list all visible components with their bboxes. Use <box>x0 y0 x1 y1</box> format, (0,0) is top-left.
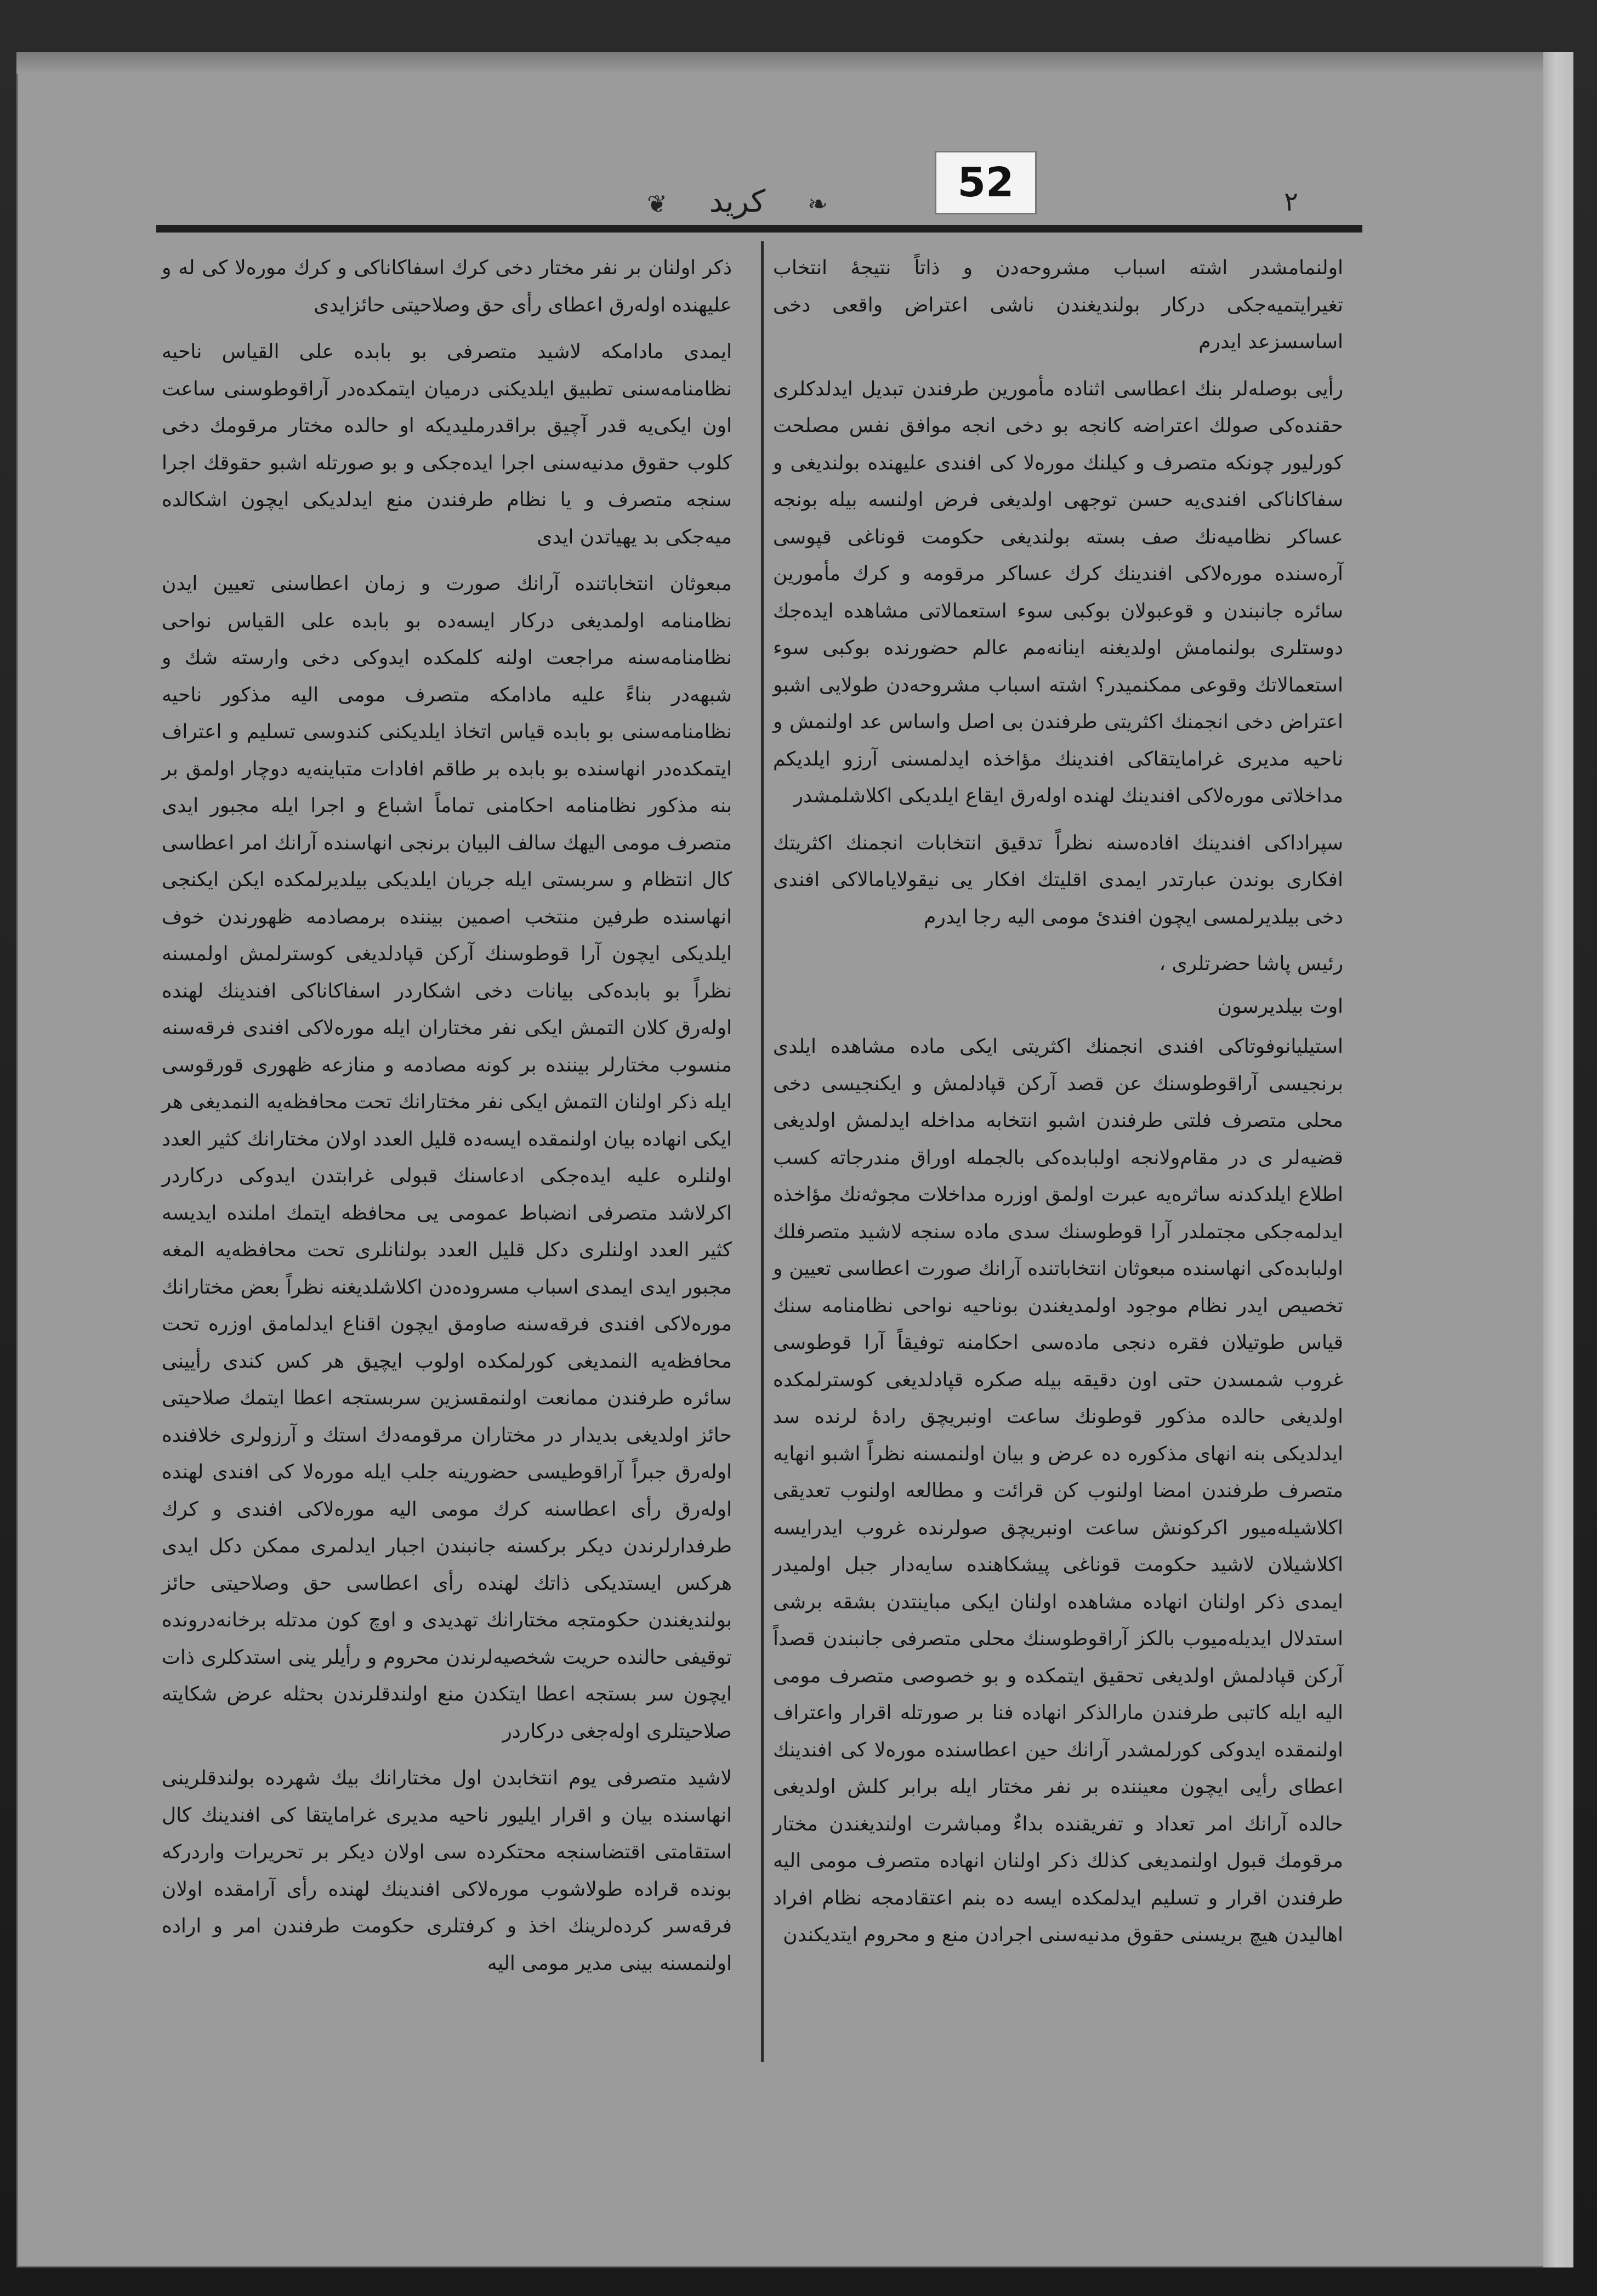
binding-tape <box>1543 52 1573 2267</box>
masthead <box>647 184 828 222</box>
page-number: ۲ <box>1284 186 1298 217</box>
paragraph: اولنمامشدر اشته اسباب مشروحه‌دن و ذاتاً نتیجهٔ انتخاب تغیرایتمیه‌جکی دركار بولندیغندن ناشی اعتراض واقعی دخی اساسسزعد ایدرم <box>773 257 1343 353</box>
ornament-left-icon: ❦ <box>647 190 667 218</box>
masthead-title: كريد <box>709 184 766 219</box>
column-divider <box>761 241 764 2062</box>
left-column <box>162 250 732 1992</box>
paragraph: مبعوثان انتخاباتنده آرانك صورت و زمان اعطاسنی تعیین ایدن نظامنامه اولمدیغی درکار ایسه‌ده بو بابده علی القیاس نواحی نظامنامه‌سنه مراجعت اولنه کلمکده ایدوکی دخی وارسته شك و شبهه‌در بناءً علیه مادامکه متصرف مومی الیه مذکور ناحیه نظامنامه‌سنی بو بابده قیاس اتخاذ ایلدیکنی کندوسی تسلیم و اعتراف ایتمکده‌در انهاسنده بو بابده بر طاقم افادات متباینه‌یه دوچار اولمق بر بنه مذکور نظامنامه احکامنی تماماً اشباع و اجرا ایله مجبور ایدی متصرف مومی الیهك سالف البیان برنجی انهاسنده آرانك امر اعطاسی کال انتظام و سربستی ایله جریان ایلدیکی بیلدیرلمکده ایکن ایکنجی انهاسنده طرفین منتخب اصمین بیننده برمصادمه ظهورندن خوف ایلدیکی ایچون آرا قوطوسنك آرکن قپادلدیغی کوسترلمش اولمسنه نظراً بو بابده‌کی بیانات دخی اشکاردر اسفاکاناکی افندینك لهنده اوله‌رق کلان التمش ایکی نفر مختاران ایله موره‌لاکی افندی فرقه‌سنه منسوب مختارلر بیننده بر کونه مصادمه و منازعه ظهوری قورقوسی ایله ذکر اولنان التمش ایکی نفر مختارانك تحت محافظه‌یه النمدیغی هر ایکی انهاده بیان اولنمقده ایسه‌ده قلیل العدد اولان مختارانك کثیر العدد اولنلره علیه ایده‌جکی ادعاسنك قبولی غرابتدن ایدوکی درکاردر اکرلاشد متصرفی انضباط عمومی یی محافظه ایتمك املنده ایدیسه کثیر العدد اولنلری دکل قلیل العدد بولنانلری تحت محافظه‌یه المغه مجبور ایدی ایمدی اسباب مسروده‌دن اکلاشلدیغنه نظراً بعض مختارانك موره‌لاکی افندی فرقه‌سنه صاومق ایچون اقناع ایدلمامق اوزره تحت محافظه‌یه النمدیغی کورلمکده اولوب ایچیق هر کس کندی رأیینی سائره طرفندن ممانعت اولنمقسزین سربستجه اعطا ایتمك صلاحیتی حائز اولدیغی بدیدار در مختاران مرقومه‌دك استك و آرزولری خلافنده اوله‌رق جبراً آراقوطیسی حضورینه جلب ایله موره‌لا کی افندی لهنده اوله‌رق رأی اعطاسنه کرك مومی الیه موره‌لاکی افندی و کرك طرفدارلرندن دیکر برکسنه جانبندن اجبار ایدلمری ممکن دکل ایدی هرکس ایستدیکی ذاتك لهنده رأی اعطاسی حق وصلاحیتی حائز بولندیغندن حکومتجه مختارانك تهدیدی و اوچ کون مدتله برخانه‌درونده توقیفی حالنده حریت شخصیه‌لرندن محروم و رأیلر ینی استدکلری ذات ایچون سر بستجه اعطا ایتکدن منع اولندقلرندن بحثله عرض شکایته صلاحیتلری اوله‌جغی درکاردر <box>162 572 732 1743</box>
paragraph: سپراداکی افندینك افاده‌سنه نظراً تدقیق انتخابات انجمنك اکثریتك افکاری بوندن عبارتدر ایمدی اقلیتك افکار یی نیقولایامالاکی افندی دخی بیلدیرلمسی ایچون افندی‌ٔ مومی الیه رجا ایدرم <box>773 831 1343 928</box>
paragraph: لاشید متصرفی یوم انتخابدن اول مختارانك بیك شهرده بولندقلرینی انهاسنده بیان و اقرار ایلیور ناحیه مدیری غرامایتقا کی افندینك کال استقامتی اقتضاسنجه محتکرده سی اولان دیکر بر تحریرات واردرکه بونده قراده طولاشوب موره‌لاکی افندینك لهنده رأی آرامقده اولان فرقه‌سر کرده‌لرینك اخذ و کرفتلری حکومت طرفندن امر و اراده اولنمسنه بینی مدیر مومی الیه <box>162 1767 732 1975</box>
header-rule <box>156 225 1362 233</box>
speaker-title: رئیس پاشا حضرتلری ، <box>1159 953 1343 975</box>
paragraph: استیلیانوفوتاکی افندی انجمنك اکثریتی ایکی ماده مشاهده ایلدی برنجیسی آراقوطوسنك عن قصد آرکن قپادلمش و ایکنجیسی دخی محلی متصرف فلتی طرفندن اشبو انتخابه مداخله ایدلمش اولدیغی قضیه‌لر ی در مقام‌ولانجه اولبابده‌کی بالجمله اوراق مندرجاته کسب اطلاع ایلدکدنه ساثره‌یه عبرت اولمق اوزره مداخلات مجوثه‌نك مؤاخذه ایدلمه‌جکی مجتملدر آرا قوطوسنك سدی ماده سنجه لاشید متصرفلك اولبابده‌کی انهاسنده مبعوثان انتخاباتنده آرانك صورت اعطاسی تعیین و تخصیص ایدر نظام موجود اولمدیغندن بوناحیه نواحی نظامنامه سنك قیاس طوتیلان فقره‌ دنجی ماده‌سی احکامنه توفیقاً آرا قوطوسی غروب شمسدن حتی اون دقیقه بیله صکره قپادلدیغی کوسترلمکده اولدیغی حالده مذکور قوطونك ساعت اونبریچق رادهٔ لرنده سد ایدلدیکی بنه انهای مذکوره ده عرض و بیان اولنمسنه نظراً اشبو انهایه متصرف طرفندن امضا اولنوب کن قرائت و مطالعه اولنوب تعدیقی اکلاشیله‌میور اکرکونش ساعت اونبریچق صولرنده غروب ایدرایسه اکلاشیلان لاشید حکومت قوناغی پیشکاهنده سایه‌دار جبل اولمیدر ایمدی ذکر اولنان انهاده مشاهده اولنان ایکی مباینتدن بشقه برشی استدلال ایدیله‌میوب بالکز آراقوطوسنك محلی متصرفی جانبندن قصداً آرکن قپادلمش اولدیغی تحقیق ایتمکده و بو خصوصی متصرف مومی الیه ایله کاتبی طرفندن مارالذکر انهاده فنا بر صورتله اقرار واعتراف اولنمقده ایدوکی کورلمشدر آرانك حین اعطاسنده موره‌لا کی افندینك اعطای رأیی ایچون معیننده بر نفر مختار ایله برابر کلش اولدیغی حالده آرانك امر تعداد و تفریقنده بداءٌ ومباشرت اولندیغندن مختار مرقومك قبول اولنمدیغی کذلك ذکر اولنان انهاده متصرف مومی الیه طرفندن اقرار و تسلیم ایدلمکده ایسه ده بنم اعتقادمجه نظام افراد اهالیدن هیچ بریسنی حقوق مدنیه‌سنی اجرادن منع و محروم ایتدیکندن <box>773 1035 1344 1946</box>
ornament-right-icon: ❧ <box>808 190 828 218</box>
page-number-tag: 52 <box>935 151 1037 214</box>
right-column <box>773 250 1343 1964</box>
speaker-reply: اوت بیلدیرسون <box>1217 995 1343 1018</box>
paragraph: رأیی بوصله‌لر بنك اعطاسی اثناده مأمورین طرفندن تبدیل ایدلدکلری حقنده‌کی صولك اعتراضه کانجه بو دخی انجه موافق نفس مصلحت کورلیور چونکه متصرف و کیلنك موره‌لا کی افندی علیهنده بولندیغی و سفاکاناکی افندی‌یه حسن توجهی اولدیغی فرض اولنسه بیله بونجه عساکر نظامیه‌نك صف بسته بولندیغی حکومت قوناغی قپوسی آره‌سنده موره‌لاکی افندینك کرك عساکر مرقومه و کرك مأمورین سائره جانبندن و قوعبولان بوکبی سوء استعمالاتی مشاهده ایده‌جك دوستلری بولنمامش اولدیغنه اینانه‌مم عالم حضورنده بوکبی سوء استعمالاتك وقوعی ممکنمیدر؟ اشته اسباب مشروحه‌دن طولایی اشبو اعتراض دخی انجمنك اکثریتی طرفندن بی اصل واساس عد اولنمش و ناحیه مدیری غرامایتقاکی افندینك مؤاخذه ایدلمسنی آرزو ایلدیکم مداخلاتی موره‌لاکی افندینك لهنده اوله‌رق ایقاع ایلدیکی اکلاشلمشدر <box>773 377 1343 807</box>
paragraph: ایمدی مادامکه لاشید متصرفی بو بابده علی القیاس ناحیه نظامنامه‌سنی تطبیق ایلدیکنی درمیان ایتمکده‌در آراقوطوسنی ساعت اون ایکی‌یه قدر آچیق براقدرملیدیکه او حالده مختار مرقومك دخی کلوب حقوق مدنیه‌سنی اجرا ایده‌جکی و بو صورتله اشبو حقوقك اجرا سنجه متصرف و یا نظام طرفندن منع ایدلدیکی ایچون اشکالده میه‌جکی بد یهیاتدن ایدی <box>162 341 732 548</box>
paragraph: ذکر اولنان بر نفر مختار دخی کرك اسفاکاناکی و کرك موره‌لا کی له و علیهنده اوله‌رق اعطای رأی حق وصلاحیتی حائزایدی <box>162 257 732 316</box>
page-top-edge <box>16 52 1573 74</box>
